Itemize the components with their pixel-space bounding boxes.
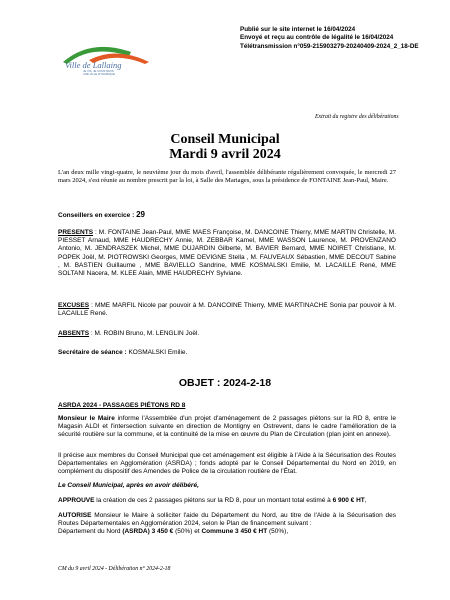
intro-paragraph: L'an deux mille vingt-quatre, le neuvième jour du mois d'avril, l'assemblée délibérante régulièrement convoquée, le mercredi 27 mars 2024, s'est réunie au nombre prescrit par la loi, à Salle des Mariages, sous la présidence de FONTAINE Jean-Paul, Maire.: [58, 169, 396, 185]
conseillers-label: Conseillers en exercice :: [58, 212, 135, 219]
presents-paragraph: [58, 229, 396, 278]
title-line-1: Conseil Municipal: [170, 132, 280, 147]
conseillers-line: [58, 211, 396, 220]
logo-tagline: JE VIS, JE CONSTRUIS UNE VILLE DYNAMIQUE: [83, 69, 116, 77]
city-logo: [61, 42, 153, 102]
approuve-text: la création de ces 2 passages piétons sur la RD 8, pour un montant total estimé à: [94, 497, 333, 504]
presents-list: : M. FONTAINE Jean-Paul, MME MAES Françoise, M. DANCOINE Thierry, MME MARTIN Christelle, M. PIESSET Arnaud, MME HAUDRECHY Annie, M. ZEBBAR Kamel, MME WASSON Laurence, M. PROVENZANO Antonio, M. JENDRASZEK Michel, MME DUJARDIN Gilberte, M. BAVIER Bernard, MME NOIRET Christiane, M. POPEK Joël, M. PIOTROWSKI Georges, MME DEVIGNE Stella , M. FAUVEAUX Sébastien, MME DECOUT Sabine , M. BASTIEN Guillaume , MME BAVIELLO Sandrine, MME KOSMALSKI Emilie, M. LACAILLE René, MME SOLTANI Nacera, M. KLEE Alain, MME HAUDRECHY Sylviane.: [58, 229, 396, 278]
absents-label: ABSENTS: [58, 330, 90, 337]
logo-name: Ville de Lallaing: [65, 60, 122, 70]
absents-paragraph: [58, 330, 396, 338]
objet-heading: OBJET : 2024-2-18: [178, 377, 272, 389]
deliberation-line: [58, 482, 396, 490]
maire-lead: Monsieur le Maire: [58, 415, 115, 422]
stamp-published: Publié sur le site internet le 16/04/2024: [240, 26, 356, 33]
approuve-paragraph: APPROUVE la création de ces 2 passages piétons sur la RD 8, pour un montant total estimé à 6 900 € HT,: [58, 497, 367, 504]
transmission-stamp: [240, 26, 419, 51]
paragraph-maire: [58, 415, 396, 440]
title-line-2: Mardi 9 avril 2024: [169, 147, 281, 162]
autorise-text: Monsieur le Maire à solliciter l'aide du Département du Nord, au titre de l'Aide à la Sécurisation des Routes Départementales en Agglomération 2024, selon le Plan de financement suivant :: [58, 512, 396, 528]
paragraph-precision: Il précise aux membres du Conseil Municipal que cet aménagement est éligible à l'Aide à la Sécurisation des Routes Départementales en Agglomération (ASRDA) ; fonds adopté par le Conseil Départemental du Nord en 2019, en complément du dispositif des Amendes de Police de la circulation routière de l'État.: [58, 452, 396, 476]
approuve-lead: APPROUVE: [58, 497, 95, 504]
absents-list: : M. ROBIN Bruno, M. LENGLIN Joël.: [89, 330, 200, 337]
approuve-amount: 6 900 € HT: [332, 497, 365, 504]
deliberation-text: Le Conseil Municipal, après en avoir délibéré,: [58, 482, 199, 489]
secretary-label: Secrétaire de séance :: [58, 349, 127, 356]
subject-title: ASRDA 2024 - PASSAGES PIÉTONS RD 8: [58, 402, 186, 409]
autorise-paragraph: AUTORISE Monsieur le Maire à solliciter l'aide du Département du Nord, au titre de l'Aide à la Sécurisation des Routes Départementales en Agglomération 2024, selon le Plan de financement suivant : Département du Nord (ASRDA) 3 450 € (50%) et Commune 3 450 € HT (50%),: [58, 512, 396, 536]
stamp-transmission: Télétransmission n°059-215903279-20240409-2024_2_18-DE: [240, 42, 419, 50]
secretary-name: KOSMALSKI Emilie.: [126, 349, 188, 356]
autorise-lead: AUTORISE: [58, 512, 92, 519]
excuses-list: : MME MARFIL Nicole par pouvoir à M. DANCOINE Thierry, MME MARTINACHE Sonia par pouvoir à M. LACAILLE René.: [58, 302, 396, 318]
conseillers-count: 29: [136, 210, 145, 219]
subject-line: [58, 402, 396, 410]
page-footer: CM du 9 avril 2024 - Délibération n° 2024-2-18: [58, 566, 171, 572]
maire-text: informe l'Assemblée d'un projet d'aménagement de 2 passages piétons sur la RD 8, entre le Magasin ALDI et l'intersection suivante en direction de Montigny en Ostrevent, dans le cadre l'amélioration de la sécurité routière sur la commune, et la continuité de la mise en œuvre du Plan de Circulation (plan joint en annexe).: [58, 415, 396, 439]
presents-label: PRESENTS: [58, 229, 94, 236]
secretary-paragraph: [58, 349, 396, 357]
excuses-label: EXCUSES: [58, 302, 90, 309]
stamp-sent: Envoyé et reçu au contrôle de légalité le 16/04/2024: [240, 34, 394, 42]
extract-label: Extrait du registre des délibérations: [315, 114, 399, 120]
excuses-paragraph: [58, 302, 396, 318]
